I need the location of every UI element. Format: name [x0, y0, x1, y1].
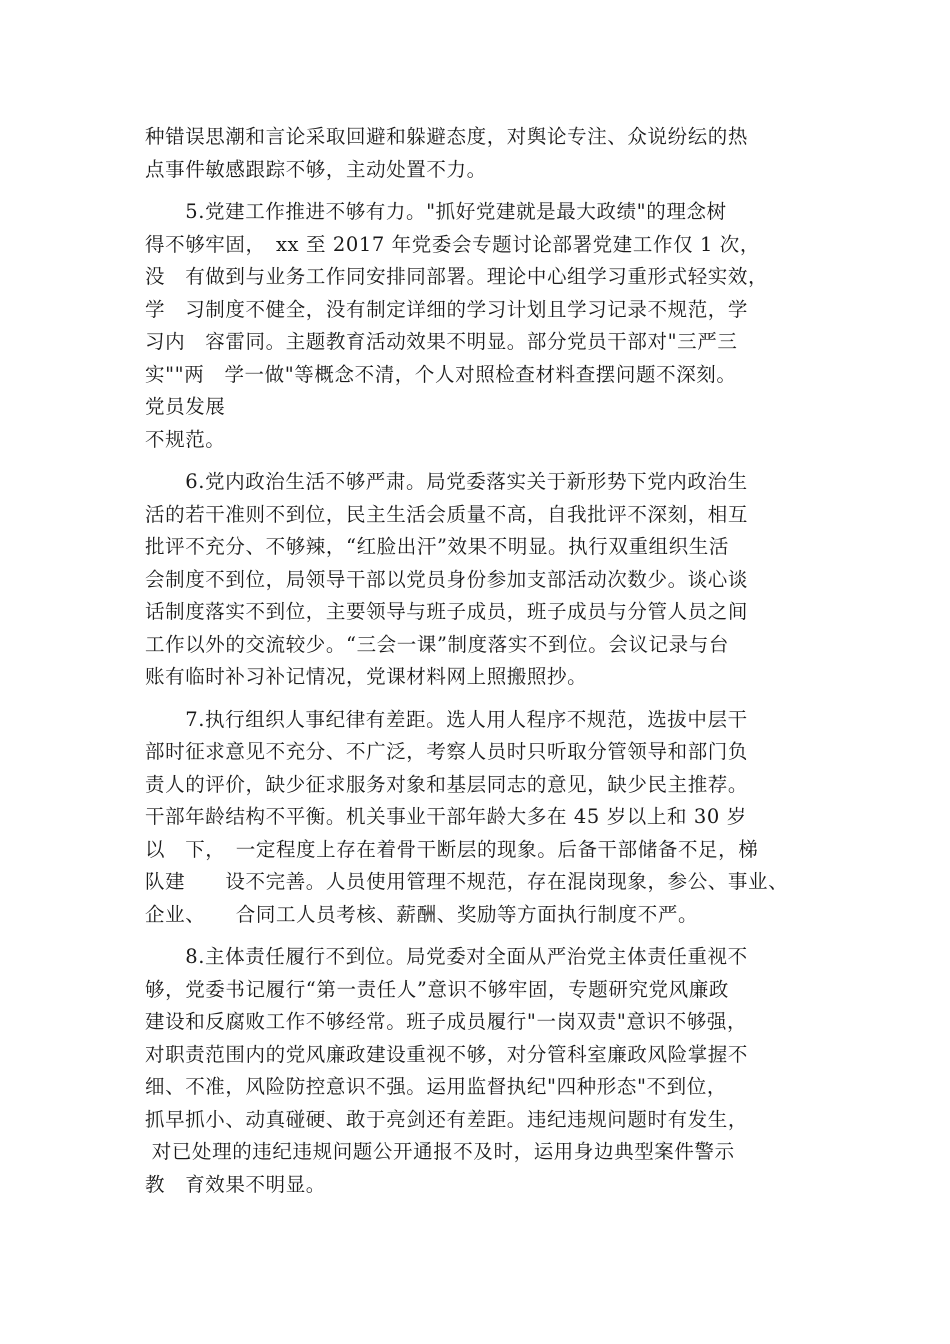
text-line: 习内 容雷同。主题教育活动效果不明显。部分党员干部对"三严三: [145, 330, 738, 353]
paragraph-7: [145, 704, 815, 932]
text-line: 账有临时补习补记情况，党课材料网上照搬照抄。: [145, 665, 588, 688]
paragraph-5: [145, 196, 815, 456]
text-line: 部时征求意见不充分、不广泛，考察人员时只听取分管领导和部门负: [145, 740, 749, 763]
text-line: 责人的评价，缺少征求服务对象和基层同志的意见，缺少民主推荐。: [145, 772, 749, 796]
text-line: 教 育效果不明显。: [145, 1172, 326, 1196]
text-line: 5.党建工作推进不够有力。"抓好党建就是最大政绩"的理念树: [145, 200, 727, 223]
text-line: 不规范。: [145, 427, 226, 451]
document-body: [145, 121, 815, 1201]
text-line: 话制度落实不到位，主要领导与班子成员，班子成员与分管人员之间: [145, 600, 749, 623]
text-line: 种错误思潮和言论采取回避和躲避态度，对舆论专注、众说纷纭的热: [145, 125, 749, 148]
text-line: 队建 设不完善。人员使用管理不规范，存在混岗现象，参公、事业、: [145, 870, 789, 893]
text-line: 工作以外的交流较少。“三会一课”制度落实不到位。会议记录与台: [145, 632, 729, 656]
text-line: 学 习制度不健全，没有制定详细的学习计划且学习记录不规范，学: [145, 297, 749, 321]
text-line: 6.党内政治生活不够严肃。局党委落实关于新形势下党内政治生: [145, 470, 748, 493]
text-line: 抓早抓小、动真碰硬、敢于亮剑还有差距。违纪违规问题时有发生，: [145, 1107, 749, 1131]
text-line: 细、不准，风险防控意识不强。运用监督执纪"四种形态"不到位，: [145, 1075, 727, 1098]
text-line: 8.主体责任履行不到位。局党委对全面从严治党主体责任重视不: [145, 945, 748, 968]
text-line: 7.执行组织人事纪律有差距。选人用人程序不规范，选拔中层干: [145, 707, 748, 731]
text-line: 没 有做到与业务工作同安排同部署。理论中心组学习重形式轻实效，: [145, 265, 769, 288]
paragraph-8: [145, 941, 815, 1201]
paragraph-continuation: [145, 121, 815, 186]
text-line: 点事件敏感跟踪不够，主动处置不力。: [145, 157, 487, 181]
text-line: 会制度不到位，局领导干部以党员身份参加支部活动次数少。谈心谈: [145, 567, 749, 591]
text-line: 对已处理的违纪违规问题公开通报不及时，运用身边典型案件警示: [145, 1140, 735, 1163]
text-line: 实""两 学一做"等概念不清，个人对照检查材料查摆问题不深刻。: [145, 362, 737, 386]
text-line: 得不够牢固， xx 至 2017 年党委会专题讨论部署党建工作仅 1 次，: [145, 232, 760, 256]
text-line: 够，党委书记履行“第一责任人”意识不够牢固，专题研究党风廉政: [145, 977, 729, 1001]
text-line: 以 下， 一定程度上存在着骨干断层的现象。后备干部储备不足，梯: [145, 837, 759, 861]
text-line: 建设和反腐败工作不够经常。班子成员履行"一岗双责"意识不够强，: [145, 1010, 748, 1033]
text-line: 活的若干准则不到位，民主生活会质量不高，自我批评不深刻，相互: [145, 502, 749, 526]
paragraph-6: [145, 466, 815, 694]
text-line: 企业、 合同工人员考核、薪酬、奖励等方面执行制度不严。: [145, 902, 699, 926]
text-line: 批评不充分、不够辣，“红脸出汗”效果不明显。执行双重组织生活: [145, 535, 729, 558]
text-line: 党员发展: [145, 395, 226, 418]
text-line: 干部年龄结构不平衡。机关事业干部年龄大多在 45 岁以上和 30 岁: [145, 805, 747, 828]
text-line: 对职责范围内的党风廉政建设重视不够，对分管科室廉政风险掌握不: [145, 1042, 749, 1066]
